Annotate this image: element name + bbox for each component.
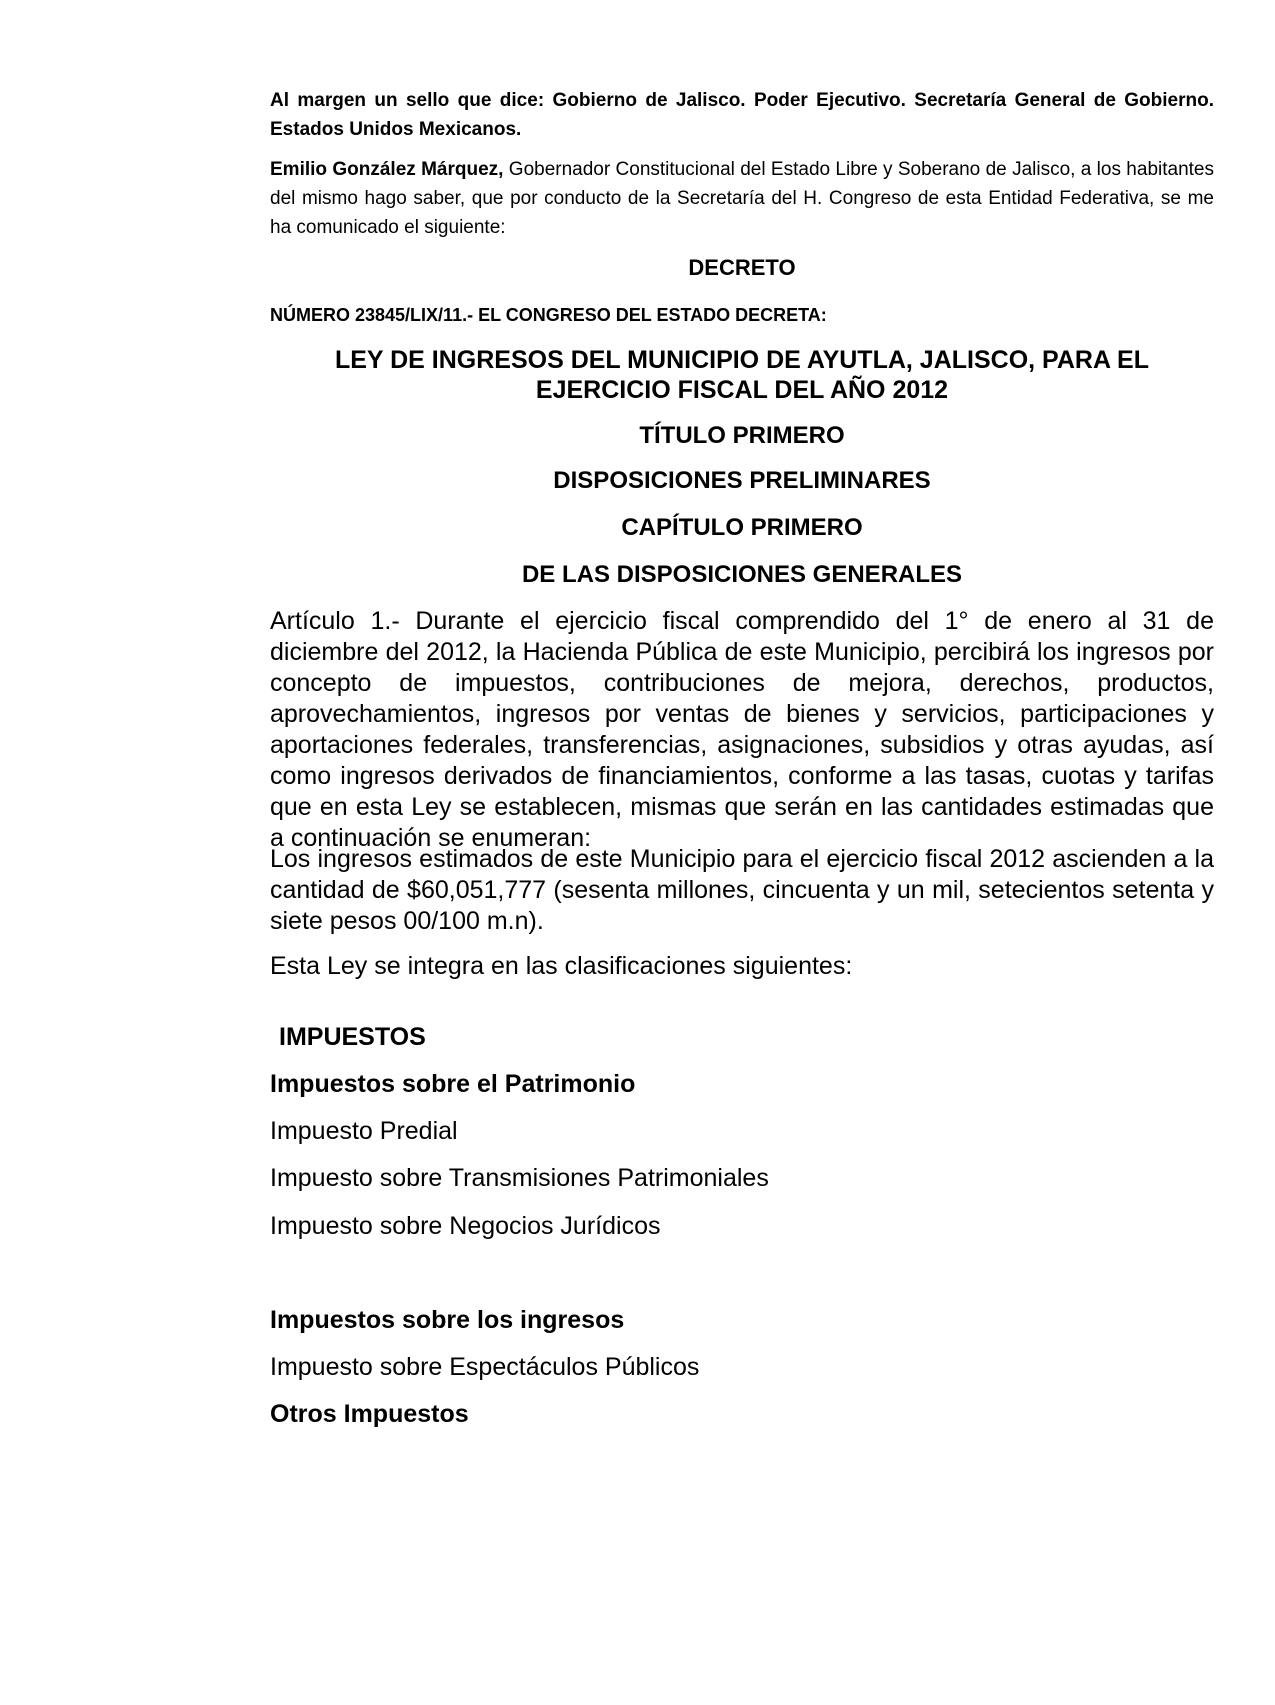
capitulo-name-heading: DE LAS DISPOSICIONES GENERALES (521, 561, 963, 588)
ingresos-estimados-paragraph: Los ingresos estimados de este Municipio para el ejercicio fiscal 2012 ascienden a la cantidad de $60,051,777 (sesenta millones, cincuenta y un mil, setecientos setenta y siete pesos 00/100 m.n). (270, 845, 1214, 935)
patrimonio-heading: Impuestos sobre el Patrimonio (270, 1070, 636, 1098)
law-title-line1: LEY DE INGRESOS DEL MUNICIPIO DE AYUTLA, JALISCO, PARA EL (334, 346, 1149, 374)
seal-note: Al margen un sello que dice: Gobierno de Jalisco. Poder Ejecutivo. Secretaría General de Gobierno. Estados Unidos Mexicanos. (270, 90, 1214, 140)
item-predial: Impuesto Predial (270, 1117, 458, 1145)
governor-name: Emilio González Márquez, (270, 159, 504, 180)
ingresos-heading: Impuestos sobre los ingresos (270, 1306, 625, 1334)
decree-number-line: NÚMERO 23845/LIX/11.- EL CONGRESO DEL ESTADO DECRETA: (270, 305, 827, 325)
disposiciones-heading: DISPOSICIONES PRELIMINARES (553, 467, 931, 494)
governor-paragraph (270, 155, 1214, 242)
otros-impuestos-heading: Otros Impuestos (270, 1400, 469, 1428)
articulo-1-paragraph: Artículo 1.- Durante el ejercicio fiscal comprendido del 1° de enero al 31 de diciembre del 2012, la Hacienda Pública de este Municipio, percibirá los ingresos por concepto de impuestos, contribuciones de mejora, derechos, productos, aprovechamientos, ingresos por ventas de bienes y servicios, participaciones y aportaciones federales, transferencias, asignaciones, subsidios y otras ayudas, así como ingresos derivados de financiamientos, conforme a las tasas, cuotas y tarifas que en esta Ley se establecen, mismas que serán en las cantidades estimadas que a continuación se enumeran: (270, 607, 1214, 852)
impuestos-heading: IMPUESTOS (279, 1023, 426, 1051)
decree-label: DECRETO (688, 255, 796, 280)
governor-text: Gobernador Constitucional del Estado Libre y Soberano de Jalisco, a los habitantes del mismo hago saber, que por conducto de la Secretaría del H. Congreso de esta Entidad Federativa, se me ha comunicado el siguiente: (270, 159, 1214, 238)
item-espectaculos: Impuesto sobre Espectáculos Públicos (270, 1353, 700, 1381)
item-negocios: Impuesto sobre Negocios Jurídicos (270, 1212, 661, 1240)
law-title-line2: EJERCICIO FISCAL DEL AÑO 2012 (535, 376, 949, 404)
item-transmisiones: Impuesto sobre Transmisiones Patrimoniales (270, 1164, 769, 1192)
titulo-heading: TÍTULO PRIMERO (639, 422, 845, 449)
clasificaciones-paragraph: Esta Ley se integra en las clasificaciones siguientes: (270, 952, 853, 980)
capitulo-heading: CAPÍTULO PRIMERO (621, 514, 863, 541)
